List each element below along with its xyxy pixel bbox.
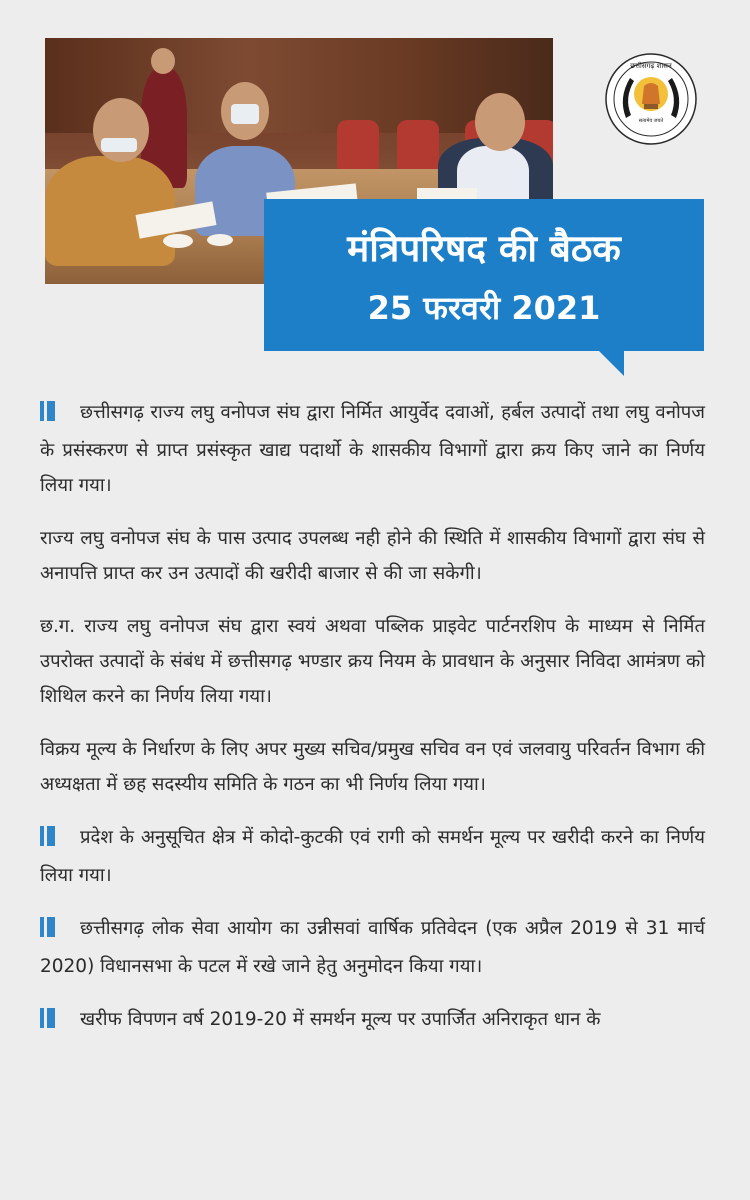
- svg-text:छत्तीसगढ़ शासन: छत्तीसगढ़ शासन: [630, 62, 672, 70]
- bullet-icon: [40, 398, 58, 433]
- photo-mask: [101, 138, 137, 152]
- photo-cup: [163, 234, 193, 248]
- photo-head: [475, 93, 525, 151]
- photo-cup: [207, 234, 233, 246]
- decision-text: छत्तीसगढ़ राज्य लघु वनोपज संघ द्वारा निर्मित आयुर्वेद दवाओं, हर्बल उत्पादों तथा लघु वनोपज के प्रसंस्करण से प्राप्त प्रसंस्कृत खाद्य पदार्थो के शासकीय विभागों द्वारा क्रय किए जाने का निर्णय लिया गया।: [40, 402, 705, 496]
- title-box: [264, 199, 704, 351]
- title-box-tail: [598, 350, 624, 376]
- decision-text: प्रदेश के अनुसूचित क्षेत्र में कोदो-कुटकी एवं रागी को समर्थन मूल्य पर खरीदी करने का निर्णय लिया गया।: [40, 827, 705, 886]
- decision-item: [40, 1002, 705, 1040]
- decisions-list: [40, 395, 705, 1040]
- decision-text: विक्रय मूल्य के निर्धारण के लिए अपर मुख्य सचिव/प्रमुख सचिव वन एवं जलवायु परिवर्तन विभाग की अध्यक्षता में छह सदस्यीय समिति के गठन का भी निर्णय लिया गया।: [40, 739, 705, 795]
- decision-item: [40, 820, 705, 893]
- decision-item: [40, 395, 705, 503]
- decision-text: छ.ग. राज्य लघु वनोपज संघ द्वारा स्वयं अथवा पब्लिक प्राइवेट पार्टनरशिप के माध्यम से निर्मित उपरोक्त उत्पादों के संबंध में छत्तीसगढ़ भण्डार क्रय नियम के प्रावधान के अनुसार निविदा आमंत्रण को शिथिल करने का निर्णय लिया गया।: [40, 616, 705, 707]
- photo-chair: [337, 120, 379, 170]
- decision-item: [40, 732, 705, 802]
- photo-chair: [397, 120, 439, 170]
- decision-item: [40, 521, 705, 591]
- decision-item: [40, 911, 705, 984]
- photo-mask: [231, 104, 259, 124]
- page-title: मंत्रिपरिषद की बैठक: [347, 227, 621, 270]
- photo-head: [151, 48, 175, 74]
- decision-text: छत्तीसगढ़ लोक सेवा आयोग का उन्नीसवां वार्षिक प्रतिवेदन (एक अप्रैल 2019 से 31 मार्च 2020) विधानसभा के पटल में रखे जाने हेतु अनुमोदन किया गया।: [40, 918, 705, 977]
- svg-text:सत्यमेव जयते: सत्यमेव जयते: [638, 118, 664, 124]
- photo-head: [93, 98, 149, 162]
- decision-item: [40, 609, 705, 714]
- bullet-icon: [40, 1005, 58, 1040]
- bullet-icon: [40, 914, 58, 949]
- decision-text: राज्य लघु वनोपज संघ के पास उत्पाद उपलब्ध नही होने की स्थिति में शासकीय विभागों द्वारा संघ से अनापत्ति प्राप्त कर उन उत्पादों की खरीदी बाजार से की जा सकेगी।: [40, 528, 705, 584]
- decision-text: खरीफ विपणन वर्ष 2019-20 में समर्थन मूल्य पर उपार्जित अनिराकृत धान के: [80, 1009, 601, 1030]
- bullet-icon: [40, 823, 58, 858]
- meeting-date: 25 फरवरी 2021: [367, 289, 601, 327]
- state-emblem-icon: [604, 52, 698, 146]
